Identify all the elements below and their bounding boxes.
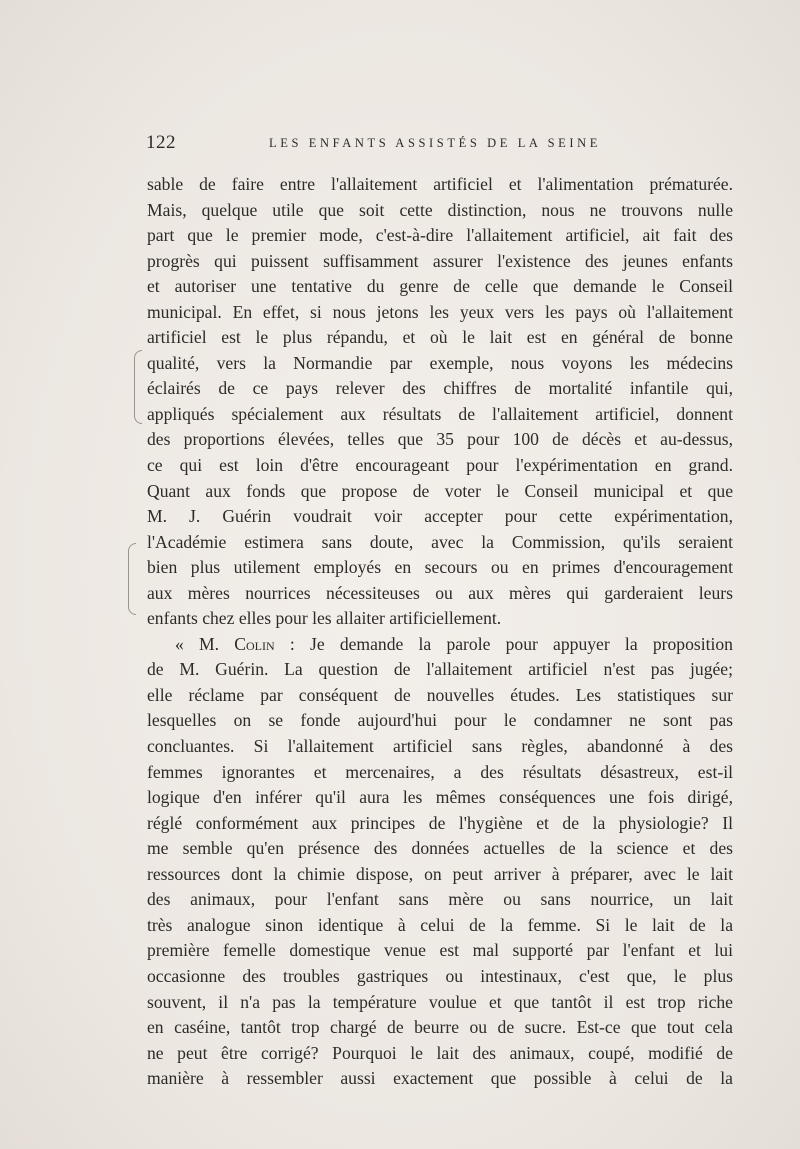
speaker-prefix: « M.: [175, 633, 220, 654]
text-line: me semble qu'en présence des données actuelles de la science et des: [147, 838, 733, 859]
text-line: municipal. En effet, si nous jetons les yeux vers les pays où l'allaitement: [147, 301, 733, 322]
text-line: des animaux, pour l'enfant sans mère ou sans nourrice, un lait: [147, 889, 733, 910]
text-line: concluantes. Si l'allaitement artificiel sans règles, abandonné à des: [147, 736, 733, 757]
text-line: artificiel est le plus répandu, et où le lait est en général de bonne: [147, 327, 733, 348]
text-line: sable de faire entre l'allaitement artificiel et l'alimentation prématurée.: [147, 174, 733, 194]
text-line: qualité, vers la Normandie par exemple, nous voyons les médecins: [147, 352, 733, 373]
text-line: enfants chez elles pour les allaiter artificiellement.: [147, 608, 502, 629]
text-line: ressources dont la chimie dispose, on peut arriver à préparer, avec le lait: [147, 863, 733, 884]
text-line: part que le premier mode, c'est-à-dire l'allaitement artificiel, ait fait des: [147, 225, 733, 246]
text-line: ne peut être corrigé? Pourquoi le lait des animaux, coupé, modifié de: [147, 1042, 733, 1063]
text-line: Quant aux fonds que propose de voter le Conseil municipal et que: [147, 480, 733, 501]
text-line: de M. Guérin. La question de l'allaitement artificiel n'est pas jugée;: [147, 659, 733, 680]
text-line: réglé conformément aux principes de l'hygiène et de la physiologie? Il: [147, 812, 733, 833]
speaker-name: Colin: [234, 633, 275, 654]
text-line: appliqués spécialement aux résultats de l'allaitement artificiel, donnent: [147, 403, 733, 424]
text-line: des proportions élevées, telles que 35 pour 100 de décès et au-dessus,: [147, 429, 733, 450]
speaker-text: : Je demande la parole pour appuyer la proposition: [274, 633, 733, 654]
text-line: et autoriser une tentative du genre de celle que demande le Conseil: [147, 276, 733, 297]
text-line: l'Académie estimera sans doute, avec la Commission, qu'ils seraient: [147, 531, 733, 552]
text-line: première femelle domestique venue est mal supporté par l'enfant et lui: [147, 940, 733, 961]
margin-bracket-lower: [128, 543, 136, 615]
text-line: progrès qui puissent suffisamment assurer l'existence des jeunes enfants: [147, 250, 733, 271]
text-line: bien plus utilement employés en secours ou en primes d'encouragement: [147, 557, 733, 578]
text-line: ce qui est loin d'être encourageant pour l'expérimentation en grand.: [147, 455, 733, 476]
page-number: 122: [146, 132, 176, 153]
running-title: LES ENFANTS ASSISTÉS DE LA SEINE: [269, 136, 602, 150]
text-line: elle réclame par conséquent de nouvelles études. Les statistiques sur: [147, 684, 733, 705]
text-line: femmes ignorantes et mercenaires, a des résultats désastreux, est-il: [147, 761, 733, 782]
body-text: [147, 172, 733, 1092]
margin-bracket-upper: [134, 350, 142, 424]
text-line: manière à ressembler aussi exactement que possible à celui de la: [147, 1068, 733, 1089]
text-line-speaker: [147, 632, 733, 658]
running-head: [146, 132, 736, 154]
text-line: occasionne des troubles gastriques ou intestinaux, c'est que, le plus: [147, 965, 733, 986]
text-line: en caséine, tantôt trop chargé de beurre ou de sucre. Est-ce que tout cela: [147, 1017, 733, 1038]
text-line: souvent, il n'a pas la température voulue et que tantôt il est trop riche: [147, 991, 733, 1012]
text-line: aux mères nourrices nécessiteuses ou aux mères qui garderaient leurs: [147, 582, 733, 603]
text-line: très analogue sinon identique à celui de la femme. Si le lait de la: [147, 914, 733, 935]
text-line: Mais, quelque utile que soit cette distinction, nous ne trouvons nulle: [147, 199, 733, 220]
text-line: lesquelles on se fonde aujourd'hui pour le condamner ne sont pas: [147, 710, 733, 731]
text-line: éclairés de ce pays relever des chiffres de mortalité infantile qui,: [147, 378, 733, 399]
text-line: logique d'en inférer qu'il aura les mêmes conséquences une fois dirigé,: [147, 787, 733, 808]
text-line: M. J. Guérin voudrait voir accepter pour cette expérimentation,: [147, 506, 733, 527]
